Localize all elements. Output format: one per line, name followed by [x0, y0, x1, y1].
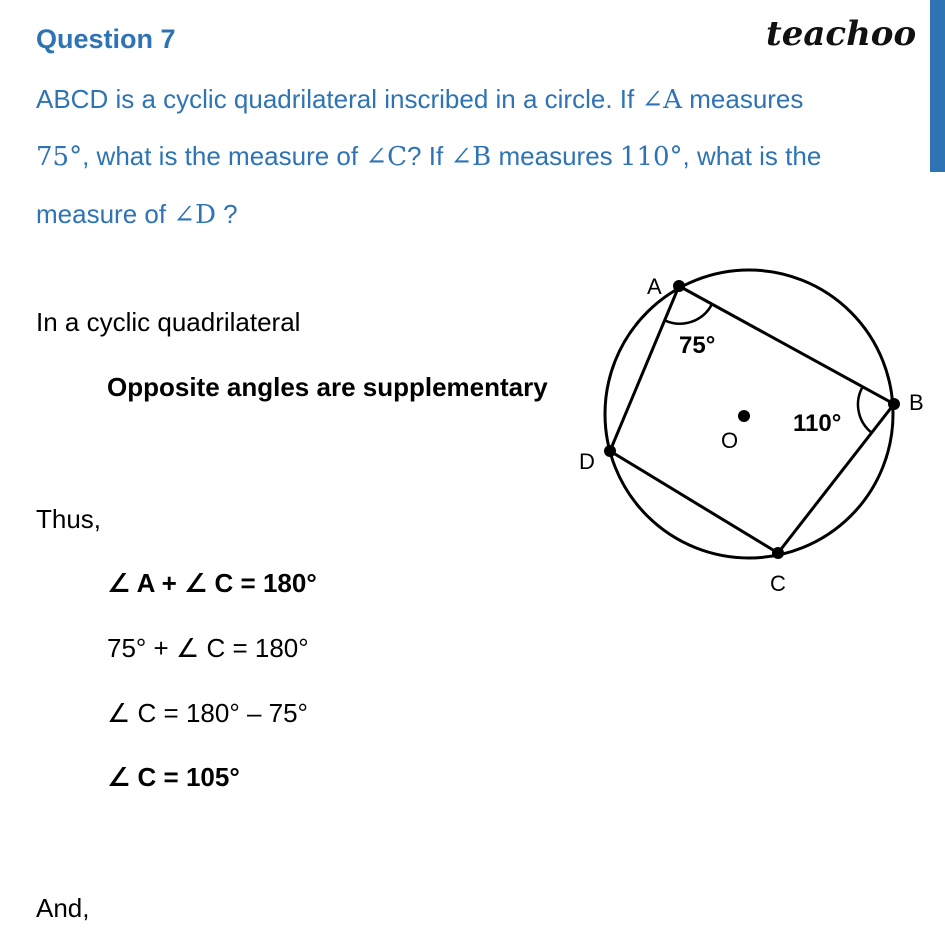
question-line-2	[36, 141, 821, 172]
solution-thus: Thus,	[36, 504, 102, 534]
question-text: , what is the measure of	[82, 141, 366, 171]
angle-a-value: 75°	[36, 142, 83, 172]
brand-logo: teachoo	[766, 14, 917, 54]
equation-3: ∠ C = 180° – 75°	[107, 698, 308, 728]
center-o-label: O	[721, 428, 739, 453]
angle-b-value: 110°	[619, 142, 683, 172]
angle-b-ref: ∠B	[450, 142, 492, 172]
vertex-a-dot	[673, 280, 685, 292]
equation-4: ∠ C = 105°	[107, 762, 240, 792]
vertex-c-label: C	[770, 571, 786, 596]
vertex-b-label: B	[909, 390, 924, 415]
question-text: ? If	[407, 141, 451, 171]
equation-1: ∠ A + ∠ C = 180°	[107, 568, 317, 598]
vertex-b-dot	[888, 398, 900, 410]
question-title: Question 7	[36, 24, 176, 54]
angle-d-ref: ∠D	[173, 200, 216, 230]
vertex-d-label: D	[579, 449, 595, 474]
angle-a-label: 75°	[679, 332, 716, 359]
question-text: measures	[491, 141, 620, 171]
angle-a-ref: ∠A	[641, 85, 683, 115]
question-text: measure of	[36, 199, 174, 229]
question-line-3	[36, 199, 238, 230]
solution-and: And,	[36, 893, 90, 923]
solution-intro: In a cyclic quadrilateral	[36, 307, 301, 337]
equation-2: 75° + ∠ C = 180°	[107, 633, 309, 663]
question-text: ?	[215, 199, 238, 229]
angle-b-arc	[858, 388, 872, 433]
center-o-dot	[738, 410, 750, 422]
cyclic-quadrilateral-figure	[560, 255, 930, 605]
vertex-c-dot	[772, 547, 784, 559]
quadrilateral-abcd	[610, 286, 894, 553]
vertex-d-dot	[604, 445, 616, 457]
question-text: , what is the	[682, 141, 822, 171]
angle-c-ref: ∠C	[365, 142, 408, 172]
question-text: measures	[682, 84, 804, 114]
question-text: ABCD is a cyclic quadrilateral inscribed in a circle. If	[36, 84, 642, 114]
angle-b-label: 110°	[793, 410, 842, 437]
scrollbar-thumb[interactable]	[930, 0, 945, 172]
question-line-1	[36, 84, 803, 115]
solution-property: Opposite angles are supplementary	[107, 372, 548, 402]
vertex-a-label: A	[647, 274, 662, 299]
